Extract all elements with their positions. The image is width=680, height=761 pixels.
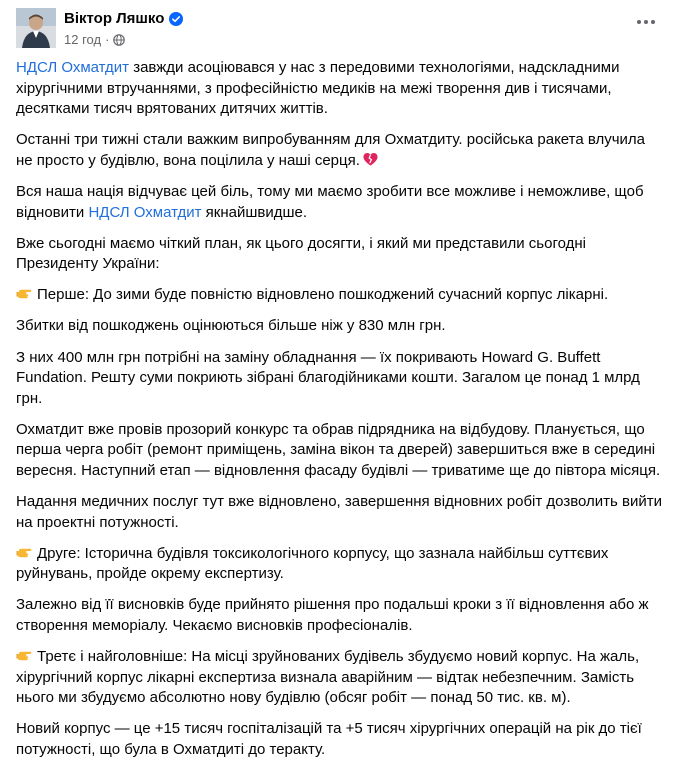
- backhand-index-pointing-right-icon: [16, 544, 32, 560]
- author-avatar[interactable]: [16, 8, 56, 48]
- paragraph-13: Новий корпус — це +15 тисяч госпіталізацій та +5 тисяч хірургічних операцій на рік до тієї потужності, що була в Охматдиті до теракту.: [16, 720, 642, 759]
- post-meta: [64, 32, 125, 47]
- paragraph-12: [16, 647, 664, 709]
- backhand-index-pointing-right-icon: [16, 285, 32, 301]
- author-line: [64, 10, 183, 27]
- avatar-photo: [16, 8, 56, 48]
- paragraph-9: Надання медичних послуг тут вже відновлено, завершення відновних робіт дозволить вийти на проектні потужності.: [16, 493, 663, 531]
- paragraph-10: [16, 544, 664, 585]
- paragraph-3: [16, 182, 664, 223]
- author-name[interactable]: Віктор Ляшко: [64, 10, 165, 27]
- post-header: [16, 0, 664, 58]
- paragraph-5-text: Перше: До зими буде повністю відновлено пошкоджений сучасний корпус лікарні.: [37, 286, 609, 304]
- paragraph-2-text: Останні три тижні стали важким випробуванням для Охматдиту. російська ракета влучила не просто у будівлю, вона поцілила у наші серця.: [16, 131, 646, 169]
- paragraph-3-text-a: Вся наша нація відчуває цей біль, тому ми маємо зробити все можливе і неможливе, щоб відновити: [16, 182, 644, 221]
- globe-icon[interactable]: [113, 34, 125, 46]
- verified-badge-icon: [169, 12, 183, 26]
- paragraph-3-text-b: якнайшвидше.: [201, 203, 308, 221]
- paragraph-10-text: Друге: Історична будівля токсикологічного корпусу, що зазнала найбільш суттєвих руйнувань, пройде окрему експертизу.: [16, 544, 609, 583]
- paragraph-2: [16, 130, 664, 171]
- paragraph-1: [16, 58, 664, 120]
- paragraph-8: Охматдит вже провів прозорий конкурс та обрав підрядника на відбудову. Планується, що перша черга робіт (ремонт приміщень, заміна вікон та дверей) завершиться вже в середині вересня. Наступний етап — відновлення фасаду будівлі — триватиме ще до півтора місяця.: [16, 420, 661, 479]
- hashtag-link-okhmatdyt[interactable]: НДСЛ Охматдит: [16, 59, 130, 76]
- backhand-index-pointing-right-icon: [16, 647, 32, 663]
- paragraph-5: [16, 285, 664, 306]
- more-options-icon[interactable]: [628, 12, 664, 32]
- paragraph-12-text: Третє і найголовніше: На місці зруйнованих будівель збудуємо новий корпус. На жаль, хірургічний корпус лікарні експертиза визнала аварійним — відтак небезпечним. Замість нього ми збудуємо абсолютно нову будівлю (обсяг робіт — понад 50 тис. кв. м).: [16, 648, 640, 707]
- paragraph-1-text: завжди асоціювався у нас з передовими технологіями, надскладними хірургічними втручаннями, з професійністю медиків на межі творення див і тисячами, десятками тисяч врятованих дитячих життів.: [16, 59, 620, 118]
- hashtag-link-okhmatdyt-2[interactable]: НДСЛ Охматдит: [88, 203, 202, 221]
- paragraph-4: Вже сьогодні маємо чіткий план, як цього досягти, і який ми представили сьогодні Президенту України:: [16, 234, 586, 273]
- meta-separator: ·: [105, 32, 110, 47]
- broken-heart-icon: [363, 152, 378, 167]
- paragraph-6: Збитки від пошкоджень оцінюються більше ніж у 830 млн грн.: [16, 317, 446, 335]
- paragraph-11: Залежно від її висновків буде прийнято рішення про подальші кроки з її відновлення або ж створення меморіалу. Чекаємо висновків професіоналів.: [16, 596, 649, 635]
- post-timestamp[interactable]: 12 год: [64, 32, 102, 47]
- post-body: [16, 58, 664, 761]
- paragraph-7: З них 400 млн грн потрібні на заміну обладнання — їх покривають Howard G. Buffett Fundation. Решту суми покриють зібрані благодійниками кошти. Загалом це понад 1 млрд грн.: [16, 348, 640, 407]
